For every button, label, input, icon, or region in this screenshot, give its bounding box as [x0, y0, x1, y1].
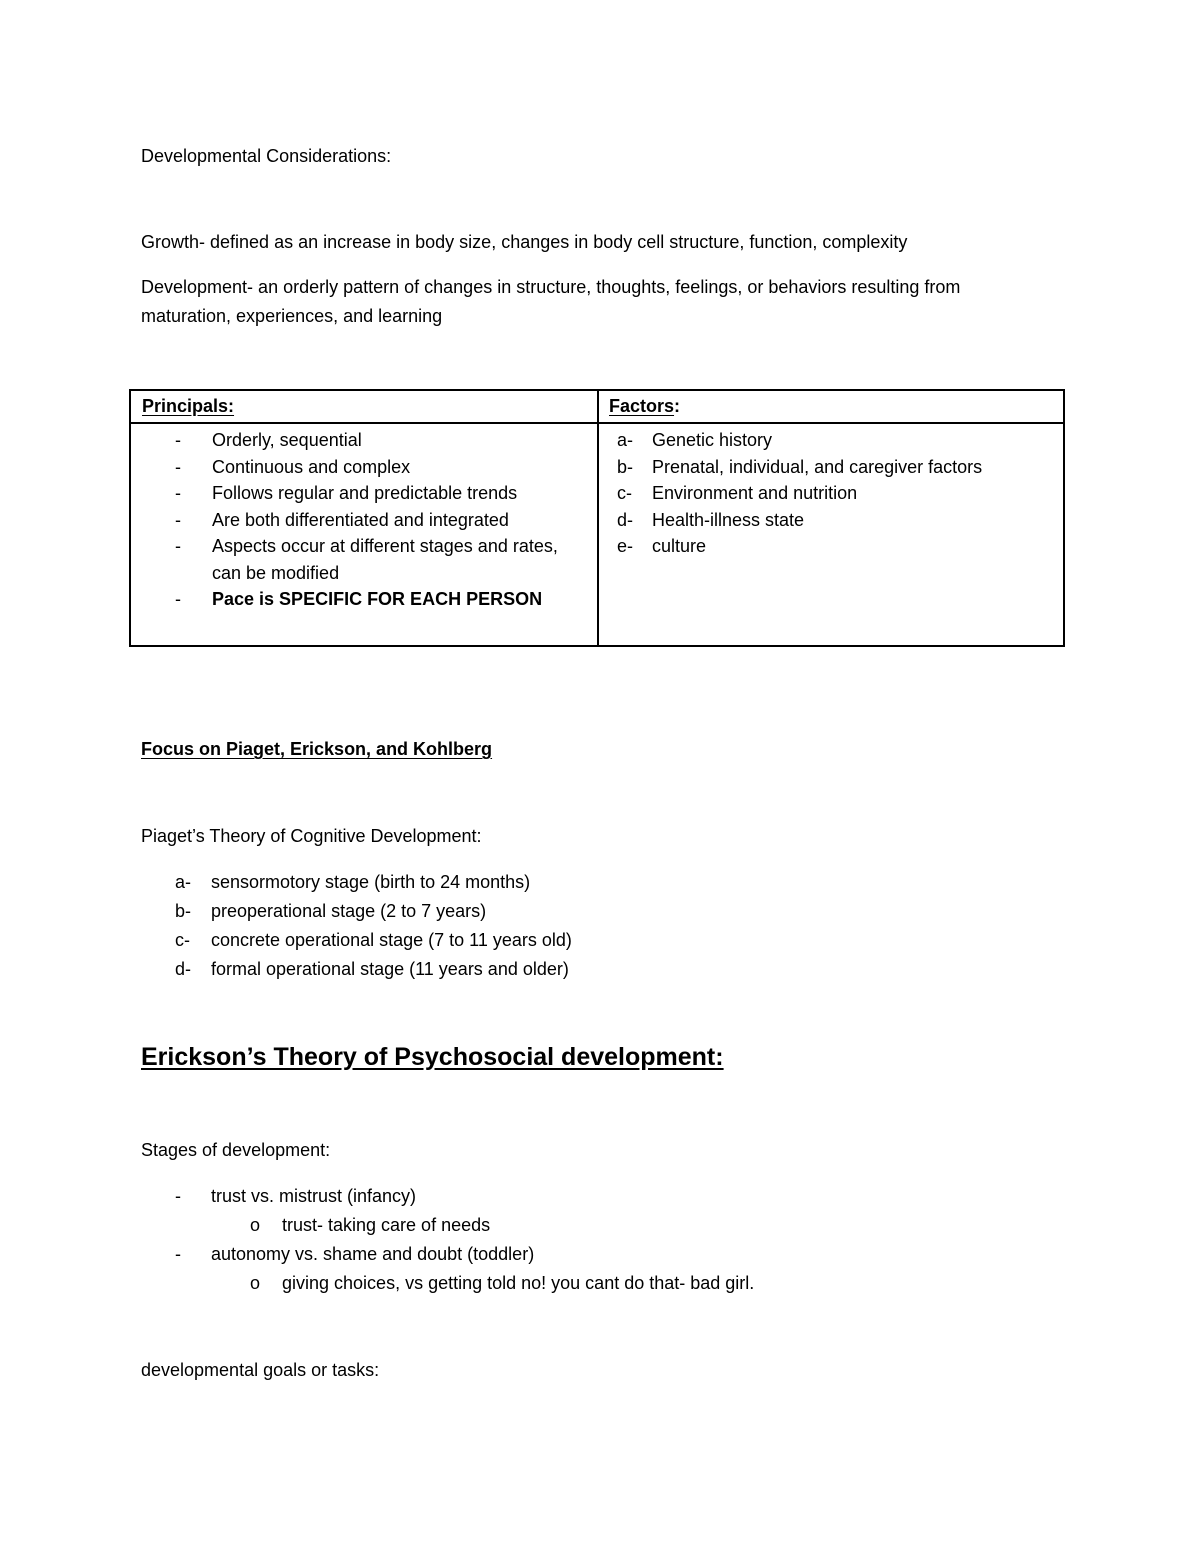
- table-divider-vertical: [597, 391, 599, 645]
- list-item: [175, 868, 572, 897]
- factors-header-colon: :: [674, 396, 681, 416]
- piaget-stages-list: [175, 868, 572, 984]
- focus-heading: Focus on Piaget, Erickson, and Kohlberg: [141, 739, 493, 759]
- list-item-text: Continuous and complex: [212, 456, 411, 477]
- list-marker: c-: [617, 483, 632, 503]
- list-item: [617, 454, 1057, 481]
- list-marker: -: [175, 589, 181, 609]
- list-item-text-emphasis: Pace is SPECIFIC FOR EACH PERSON: [212, 589, 543, 609]
- principles-factors-table: [129, 389, 1065, 647]
- sub-list-item-text: giving choices, vs getting told no! you cant do that- bad girl.: [282, 1273, 755, 1293]
- list-marker: d-: [617, 509, 634, 530]
- list-marker: -: [175, 536, 181, 556]
- list-item: [175, 533, 575, 586]
- list-item: [617, 427, 1057, 454]
- list-item-text: formal operational stage (11 years and older): [211, 959, 569, 979]
- list-item: [175, 1182, 754, 1211]
- principals-header: Principals:: [142, 396, 235, 416]
- list-marker: b-: [175, 901, 192, 921]
- list-item: [175, 586, 575, 613]
- list-item: [175, 454, 575, 481]
- list-item: [617, 507, 1057, 534]
- development-definition-line1: Development- an orderly pattern of changes in structure, thoughts, feelings, or behaviors resulting from: [141, 277, 961, 297]
- list-item: [175, 955, 572, 984]
- list-item: [175, 926, 572, 955]
- goals-heading: developmental goals or tasks:: [141, 1360, 380, 1380]
- erickson-heading: Erickson’s Theory of Psychosocial development:: [141, 1043, 724, 1071]
- erickson-stages-list: [175, 1182, 754, 1298]
- list-item-text: Prenatal, individual, and caregiver factors: [652, 456, 983, 477]
- list-marker: -: [175, 1186, 181, 1206]
- list-item-text: trust vs. mistrust (infancy): [211, 1186, 417, 1206]
- sub-list-marker: o: [250, 1215, 261, 1235]
- principals-list: [175, 427, 575, 613]
- list-item-text: Genetic history: [652, 430, 773, 450]
- list-marker: -: [175, 483, 181, 503]
- list-marker: a-: [175, 872, 192, 892]
- list-marker: -: [175, 1244, 181, 1264]
- list-item: [617, 480, 1057, 507]
- stages-heading: Stages of development:: [141, 1140, 331, 1160]
- list-marker: b-: [617, 456, 634, 477]
- factors-list: [617, 427, 1057, 560]
- list-marker: a-: [617, 430, 634, 450]
- list-item-text: Are both differentiated and integrated: [212, 509, 509, 530]
- page-title: Developmental Considerations:: [141, 146, 392, 166]
- list-marker: c-: [175, 930, 190, 950]
- list-item-text: preoperational stage (2 to 7 years): [211, 901, 487, 921]
- sub-list-marker: o: [250, 1273, 261, 1293]
- piaget-heading: Piaget’s Theory of Cognitive Development:: [141, 826, 482, 846]
- sub-list-item: [175, 1211, 754, 1240]
- development-definition-line2: maturation, experiences, and learning: [141, 306, 443, 326]
- list-marker: -: [175, 456, 181, 477]
- factors-header: [609, 396, 680, 417]
- list-item-text: concrete operational stage (7 to 11 years old): [211, 930, 572, 950]
- list-item: [175, 897, 572, 926]
- list-item-text: Health-illness state: [652, 509, 805, 530]
- growth-definition: Growth- defined as an increase in body size, changes in body cell structure, function, complexity: [141, 232, 908, 252]
- list-item-text: Environment and nutrition: [652, 483, 858, 503]
- list-item-text: Aspects occur at different stages and rates,: [212, 536, 558, 556]
- list-marker: -: [175, 509, 181, 530]
- list-item: [175, 1240, 754, 1269]
- list-item-text: culture: [652, 536, 707, 556]
- list-item: [175, 480, 575, 507]
- list-item-text-continued: can be modified: [212, 562, 340, 583]
- table-divider-horizontal: [131, 422, 1063, 424]
- list-item-text: sensormotory stage (birth to 24 months): [211, 872, 531, 892]
- list-item-text: Orderly, sequential: [212, 430, 362, 450]
- list-item-text: Follows regular and predictable trends: [212, 483, 518, 503]
- list-item: [175, 507, 575, 534]
- list-item-text: autonomy vs. shame and doubt (toddler): [211, 1244, 535, 1264]
- list-item: [175, 427, 575, 454]
- list-marker: -: [175, 430, 181, 450]
- sub-list-item: [175, 1269, 754, 1298]
- list-marker: d-: [175, 959, 192, 979]
- sub-list-item-text: trust- taking care of needs: [282, 1215, 491, 1235]
- factors-header-label: Factors: [609, 396, 675, 416]
- list-marker: e-: [617, 536, 634, 556]
- list-item: [617, 533, 1057, 560]
